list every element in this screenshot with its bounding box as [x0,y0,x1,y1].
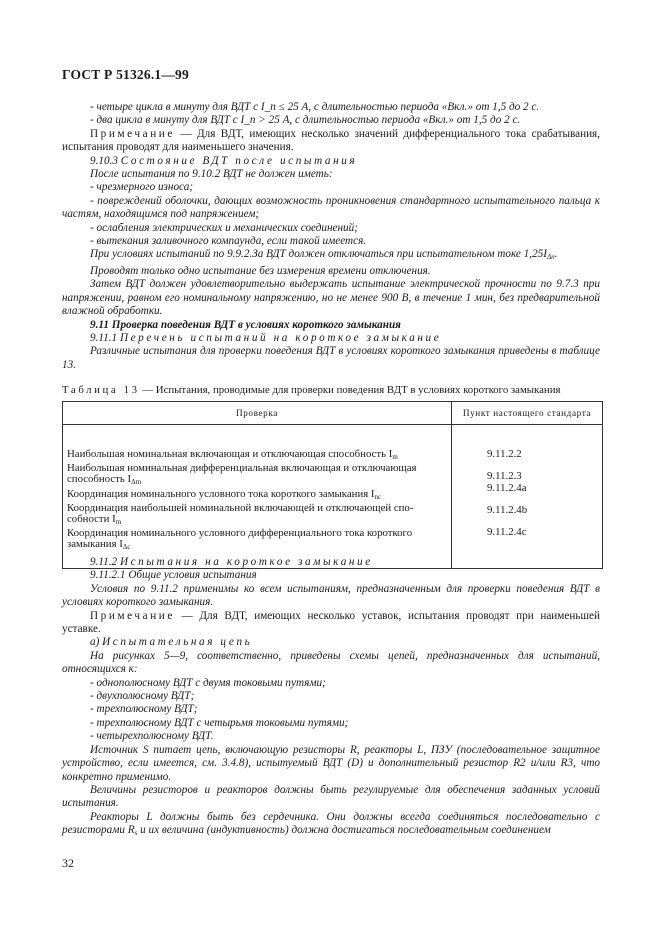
condition-item: - вытекания заливочного компаунда, если такой имеется. [90,235,367,248]
clause-number: 9.11.2.4a [487,481,527,494]
table-row: Координация номинального условного дифференциального тока короткого [67,527,413,540]
cycle-item-1: - четыре цикла в минуту для ВДТ с I_n ≤ 25 А, с длительностью периода «Вкл.» от 1,5 до 2 с. [90,101,540,113]
cycle-item-2: - два цикла в минуту для ВДТ с I_n > 25 А, с длительностью периода «Вкл.» от 1,5 до 2 с. [90,114,521,127]
section-9-11-1-heading: 9.11.1 Перечень испытаний на короткое замыкание [90,331,442,344]
section-9-11-2-heading: 9.11.2 Испытания на короткое замыкание [90,556,373,568]
clause-number: 9.11.2.4c [487,526,527,539]
table-13 [62,401,603,569]
test-current-paragraph: При условиях испытаний по 9.9.2.За ВДТ должен отключаться при испытательном токе $1,25I_{\Delta n}$. [90,248,558,262]
condition-intro: После испытания по 9.10.2 ВДТ не должен иметь: [90,168,333,181]
condition-item: - повреждений оболочки, дающих возможность проникновения стандартного испытательного пальца к частям, находящимся под напряжением; [62,194,600,221]
list-item: - однополюсному ВДТ с двумя токовыми путями; [90,676,326,689]
list-item: - трехполюсному ВДТ с четырьмя токовыми путями; [90,716,349,729]
column-header-clause: Пункт настоящего стандарта [452,402,603,425]
section-9-10-3-heading: 9.10.3 Состояние ВДТ после испытания [90,154,358,167]
table-row: собности $I_m$ [67,513,122,527]
section-9-11-heading: 9.11 Проверка поведения ВДТ в условиях короткого замыкания [90,318,401,331]
reactors-paragraph: Реакторы L должны быть без сердечника. Они должны всегда соединяться последовательно с резисторами $R_s$ и их величина (индуктивность) должна достигаться последовательным соединением [62,810,600,838]
lower-text-block [62,556,600,841]
list-item: - двухполюсному ВДТ; [90,690,195,703]
source-paragraph: Источник S питает цепь, включающую резисторы R, реакторы L, ПЗУ (последовательное защитное устройство, если имеется, см. 3.4.8), испытуемый ВДТ (D) и дополнительный резистор R2 и/или R3, что конкретно применимо. [62,743,600,783]
test-circuit-intro: На рисунках 5—9, соответственно, приведены схемы цепей, предназначенных для испытаний, относящихся к: [62,649,600,676]
note-2: Примечание — Для ВДТ, имеющих несколько уставок, испытания проводят при наименьшей уставке. [62,609,600,636]
clause-list [452,425,602,553]
single-test-paragraph: Проводят только одно испытание без измерения времени отключения. [90,264,431,277]
list-item: - четырехполюсному ВДТ. [90,730,214,743]
values-paragraph: Величины резисторов и реакторов должны быть регулируемые для обеспечения заданных условий испытания. [62,783,600,810]
upper-text-block [62,101,600,372]
table-13-caption: Таблица 13 — Испытания, проводимые для проверки поведения ВДТ в условиях короткого замыкания [62,384,561,396]
table-row: Наибольшая номинальная включающая и отключающая способность $I_m$ [67,448,398,461]
condition-item: - чрезмерного износа; [90,181,194,194]
section-9-11-2-1-text: Условия по 9.11.2 применимы ко всем испытаниям, предназначенным для проверки поведения ВДТ в условиях короткого замыкания. [62,582,600,609]
test-circuit-heading: а) Испытательная цепь [90,636,253,649]
clause-number: 9.11.2.2 [487,448,522,460]
table-header-row [63,402,603,425]
list-item: - трехполюсному ВДТ; [90,703,198,716]
section-9-11-2-1-heading: 9.11.2.1 Общие условия испытания [90,569,257,582]
section-9-11-1-text: Различные испытания для проверки поведения ВДТ в условиях короткого замыкания приведены в таблице 13. [62,345,600,371]
document-header: ГОСТ Р 51326.1—99 [62,67,189,82]
table-row: способность $I_{\Delta m}$ [67,473,142,487]
dielectric-test-paragraph: Затем ВДТ должен удовлетворительно выдержать испытание электрической прочности по 9.7.3 при напряжении, равном его номинальному напряжению, но не менее 900 В, в течение 1 мин, без предварительной влажной обработки. [62,278,600,318]
note-1: Примечание — Для ВДТ, имеющих несколько значений дифференциального тока срабатывания, испытания проводят для наименьшего значения. [62,127,600,154]
column-header-check: Проверка [63,402,452,425]
table-row: Координация номинального условного тока короткого замыкания $I_{nc}$ [67,487,382,501]
note-label: Примечание [90,127,175,140]
table-body-row [63,425,603,569]
condition-item: - ослабления электрических и механических соединений; [90,221,358,234]
page-number: 32 [62,856,74,870]
clause-number: 9.11.2.4b [487,504,528,517]
clause-number: 9.11.2.3 [487,470,522,483]
table-row: Наибольшая номинальная дифференциальная включающая и отключающая [67,462,417,475]
note-label: Примечание [90,609,175,622]
check-list [63,425,451,568]
table-row: Координация наибольшей номинальной включающей и отключающей спо- [67,501,414,514]
table-row: замыкания $I_{\Delta c}$ [67,538,131,552]
